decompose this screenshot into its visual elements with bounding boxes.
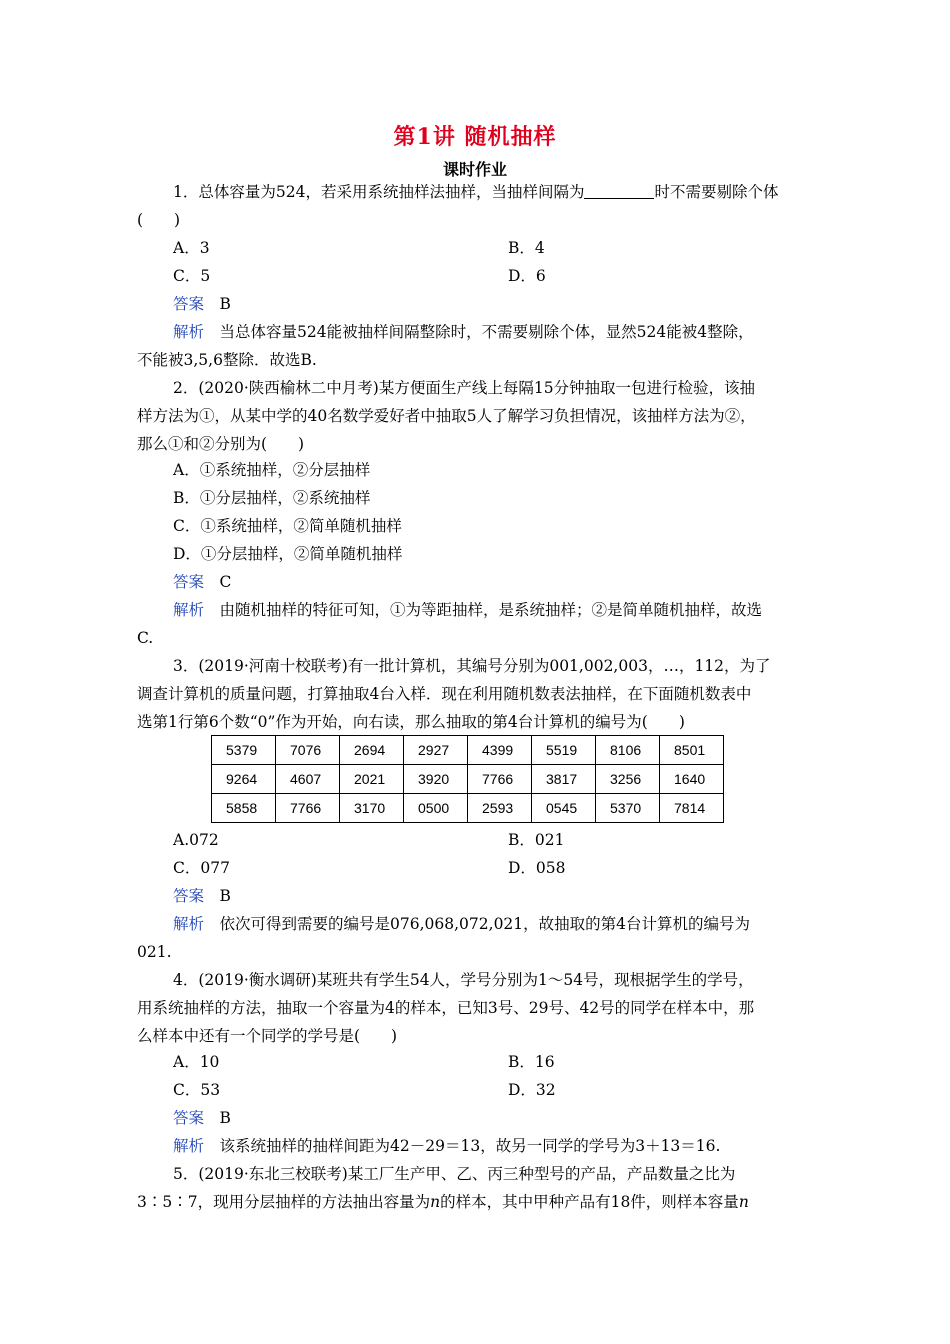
q5-var-n: n — [430, 1193, 441, 1211]
q4-option-d: D．32 — [508, 1081, 556, 1099]
table-cell: 4399 — [468, 736, 532, 765]
q2-option-a: A．①系统抽样，②分层抽样 — [173, 461, 371, 479]
q4-analysis-line1 — [173, 1136, 720, 1156]
q3-option-c: C．077 — [173, 859, 230, 877]
q1-stem-text-a: 1．总体容量为524，若采用系统抽样法抽样，当抽样间隔为 — [173, 183, 585, 201]
q2-option-d: D．①分层抽样，②简单随机抽样 — [173, 545, 403, 563]
answer-label: 答案 — [173, 887, 205, 905]
q5-stem-text-a: 3∶5∶7，现用分层抽样的方法抽出容量为 — [137, 1193, 431, 1211]
q4-analysis-text-1: 该系统抽样的抽样间距为42－29＝13，故另一同学的学号为3＋13＝16. — [219, 1137, 721, 1155]
q3-stem-line2: 调查计算机的质量问题，打算抽取4台入样．现在利用随机数表法抽样，在下面随机数表中 — [137, 685, 752, 703]
q4-option-a: A．10 — [173, 1053, 220, 1071]
table-cell: 8501 — [660, 736, 724, 765]
table-cell: 3256 — [596, 765, 660, 794]
q2-stem-line2: 样方法为①，从某中学的40名数学爱好者中抽取5人了解学习负担情况，该抽样方法为②， — [137, 407, 756, 425]
table-cell: 1640 — [660, 765, 724, 794]
table-cell: 8106 — [596, 736, 660, 765]
q5-stem-line1: 5．(2019·东北三校联考)某工厂生产甲、乙、丙三种型号的产品，产品数量之比为 — [173, 1165, 736, 1183]
q3-option-d: D．058 — [508, 859, 566, 877]
table-cell: 7076 — [276, 736, 340, 765]
q1-option-c: C．5 — [173, 267, 211, 285]
q1-stem-text-b: 时不需要剔除个体 — [654, 183, 779, 201]
q4-option-b: B．16 — [508, 1053, 555, 1071]
q1-analysis-text-1: 当总体容量524能被抽样间隔整除时，不需要剔除个体，显然524能被4整除， — [219, 323, 754, 341]
q3-option-b: B．021 — [508, 831, 565, 849]
q2-stem-line1: 2．(2020·陕西榆林二中月考)某方便面生产线上每隔15分钟抽取一包进行检验，该抽 — [173, 379, 756, 397]
table-cell: 2927 — [404, 736, 468, 765]
table-row — [212, 794, 724, 823]
q1-answer-value: B — [219, 295, 231, 313]
q2-analysis-text-1: 由随机抽样的特征可知，①为等距抽样，是系统抽样；②是简单随机抽样，故选 — [219, 601, 763, 619]
analysis-label: 解析 — [173, 323, 205, 341]
q1-blank — [584, 184, 654, 199]
analysis-label: 解析 — [173, 601, 205, 619]
table-cell: 3920 — [404, 765, 468, 794]
q1-option-b: B．4 — [508, 239, 545, 257]
q2-stem-line3: 那么①和②分别为( ) — [137, 435, 305, 453]
q2-option-b: B．①分层抽样，②系统抽样 — [173, 489, 371, 507]
q1-analysis-line2: 不能被3,5,6整除．故选B. — [137, 351, 317, 369]
q2-option-c: C．①系统抽样，②简单随机抽样 — [173, 517, 402, 535]
q2-answer — [173, 572, 231, 592]
table-row — [212, 736, 724, 765]
q1-option-d: D．6 — [508, 267, 546, 285]
q3-answer-value: B — [219, 887, 231, 905]
q1-option-a: A．3 — [173, 239, 210, 257]
table-cell: 2694 — [340, 736, 404, 765]
q3-stem-line1: 3．(2019·河南十校联考)有一批计算机，其编号分别为001,002,003，…，112，为了 — [173, 657, 771, 675]
q3-analysis-text-1: 依次可得到需要的编号是076,068,072,021，故抽取的第4台计算机的编号为 — [219, 915, 751, 933]
random-number-table — [211, 735, 724, 823]
q4-option-c: C．53 — [173, 1081, 221, 1099]
q1-answer — [173, 294, 231, 314]
q3-analysis-line1 — [173, 914, 750, 934]
table-cell: 3170 — [340, 794, 404, 823]
table-cell: 7814 — [660, 794, 724, 823]
table-cell: 5370 — [596, 794, 660, 823]
table-row — [212, 765, 724, 794]
q1-stem-line1 — [173, 182, 778, 202]
q4-stem-line3: 么样本中还有一个同学的学号是( ) — [137, 1027, 398, 1045]
q3-option-a: A.072 — [173, 831, 219, 849]
table-cell: 5379 — [212, 736, 276, 765]
q2-answer-value: C — [219, 573, 232, 591]
analysis-label: 解析 — [173, 1137, 205, 1155]
table-cell: 4607 — [276, 765, 340, 794]
answer-label: 答案 — [173, 573, 205, 591]
table-cell: 3817 — [532, 765, 596, 794]
q3-stem-line3: 选第1行第6个数“0”作为开始，向右读，那么抽取的第4台计算机的编号为( ) — [137, 713, 685, 731]
q2-analysis-line2: C. — [137, 629, 154, 647]
q3-answer — [173, 886, 231, 906]
page-subtitle: 课时作业 — [442, 160, 507, 179]
answer-label: 答案 — [173, 1109, 205, 1127]
table-cell: 2593 — [468, 794, 532, 823]
table-cell: 2021 — [340, 765, 404, 794]
q3-analysis-line2: 021. — [137, 943, 172, 961]
q4-stem-line1: 4．(2019·衡水调研)某班共有学生54人，学号分别为1～54号，现根据学生的学号， — [173, 971, 754, 989]
q5-stem-line2 — [137, 1192, 749, 1212]
q4-stem-line2: 用系统抽样的方法，抽取一个容量为4的样本，已知3号、29号、42号的同学在样本中，那 — [137, 999, 755, 1017]
table-cell: 5519 — [532, 736, 596, 765]
q2-analysis-line1 — [173, 600, 762, 620]
table-cell: 0500 — [404, 794, 468, 823]
table-cell: 7766 — [276, 794, 340, 823]
table-cell: 7766 — [468, 765, 532, 794]
answer-label: 答案 — [173, 295, 205, 313]
q5-stem-text-b: 的样本，其中甲种产品有18件，则样本容量 — [440, 1193, 739, 1211]
page-title: 第1讲 随机抽样 — [393, 124, 557, 150]
q4-answer-value: B — [219, 1109, 231, 1127]
q1-analysis-line1 — [173, 322, 754, 342]
table-cell: 0545 — [532, 794, 596, 823]
analysis-label: 解析 — [173, 915, 205, 933]
q5-var-n-2: n — [738, 1193, 749, 1211]
table-cell: 5858 — [212, 794, 276, 823]
table-cell: 9264 — [212, 765, 276, 794]
q1-stem-line2: ( ) — [137, 211, 181, 229]
q4-answer — [173, 1108, 231, 1128]
